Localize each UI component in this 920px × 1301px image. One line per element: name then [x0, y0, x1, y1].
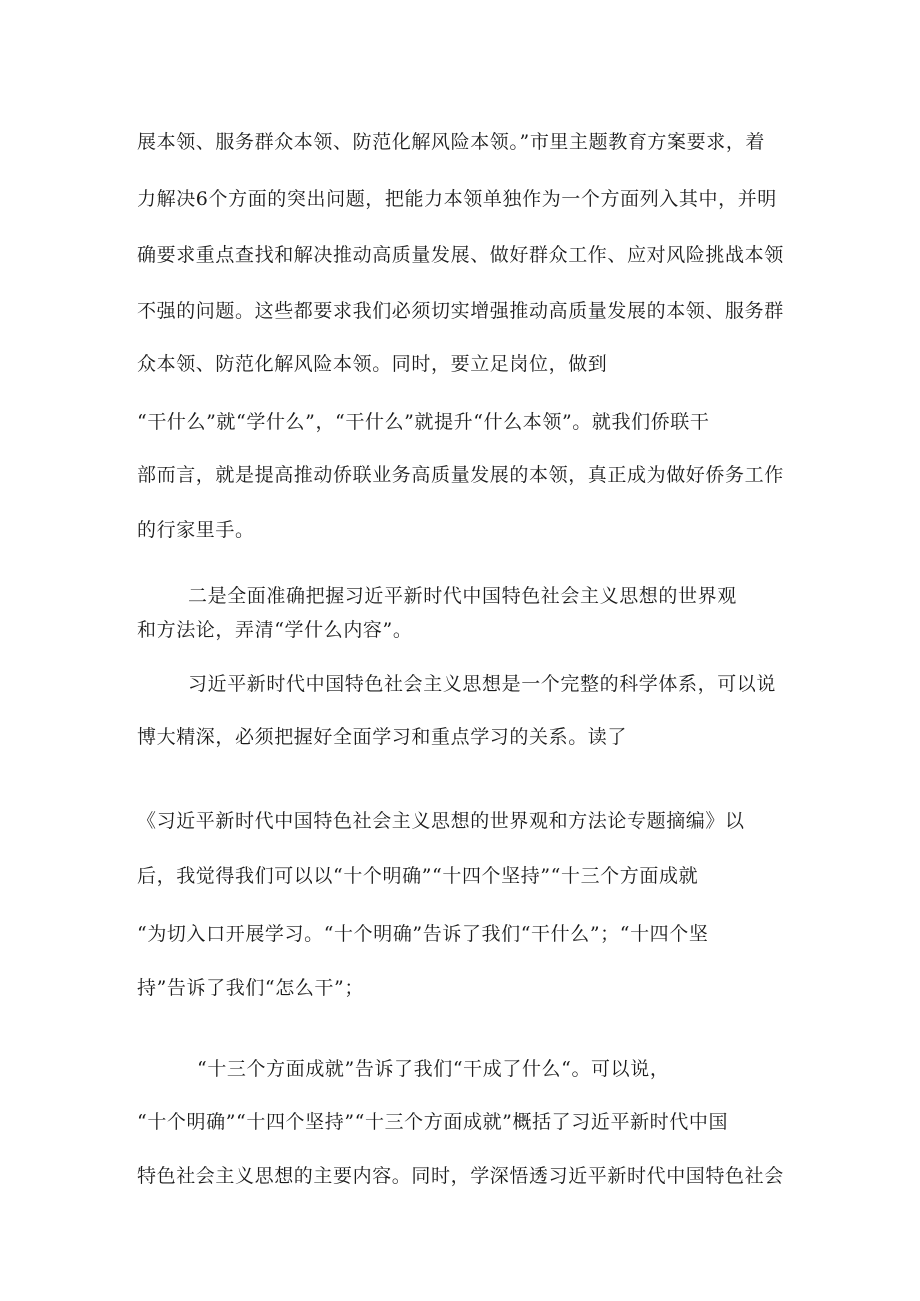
- text-line: 的行家里手。: [137, 519, 255, 541]
- text-line: “十三个方面成就”告诉了我们“干成了什么“。可以说，: [197, 1058, 670, 1080]
- text-line: 展本领、服务群众本领、防范化解风险本领。”市里主题教育方案要求，着: [137, 131, 766, 153]
- text-line: “十个明确”“十四个坚持”“十三个方面成就”概括了习近平新时代中国: [137, 1111, 729, 1133]
- text-line: “干什么”就“学什么”，“干什么”就提升“什么本领”。就我们侨联干: [137, 411, 710, 433]
- text-line: 《习近平新时代中国特色社会主义思想的世界观和方法论专题摘编》以: [137, 810, 745, 832]
- text-line: 习近平新时代中国特色社会主义思想是一个完整的科学体系，可以说: [188, 673, 777, 695]
- text-line: 特色社会主义思想的主要内容。同时，学深悟透习近平新时代中国特色社会: [137, 1165, 784, 1187]
- text-line: 力解决6个方面的突出问题，把能力本领单独作为一个方面列入其中，并明: [137, 188, 777, 210]
- section-heading-line: 二是全面准确把握习近平新时代中国特色社会主义思想的世界观: [188, 585, 737, 607]
- text-line: 博大精深，必须把握好全面学习和重点学习的关系。读了: [137, 726, 628, 748]
- text-line: “为切入口开展学习。“十个明确”告诉了我们“干什么”；“十四个坚: [137, 923, 709, 945]
- text-line: 后，我觉得我们可以以“十个明确”“十四个坚持”“十三个方面成就: [137, 865, 699, 887]
- section-heading-line: 和方法论，弄清“学什么内容”。: [137, 619, 413, 641]
- text-line: 众本领、防范化解风险本领。同时，要立足岗位，做到: [137, 353, 608, 375]
- text-line: 部而言，就是提高推动侨联业务高质量发展的本领，真正成为做好侨务工作: [137, 464, 784, 486]
- text-line: 确要求重点查找和解决推动高质量发展、做好群众工作、应对风险挑战本领: [137, 244, 784, 266]
- text-line: 持”告诉了我们“怎么干”；: [137, 977, 364, 999]
- text-line: 不强的问题。这些都要求我们必须切实增强推动高质量发展的本领、服务群: [137, 300, 784, 322]
